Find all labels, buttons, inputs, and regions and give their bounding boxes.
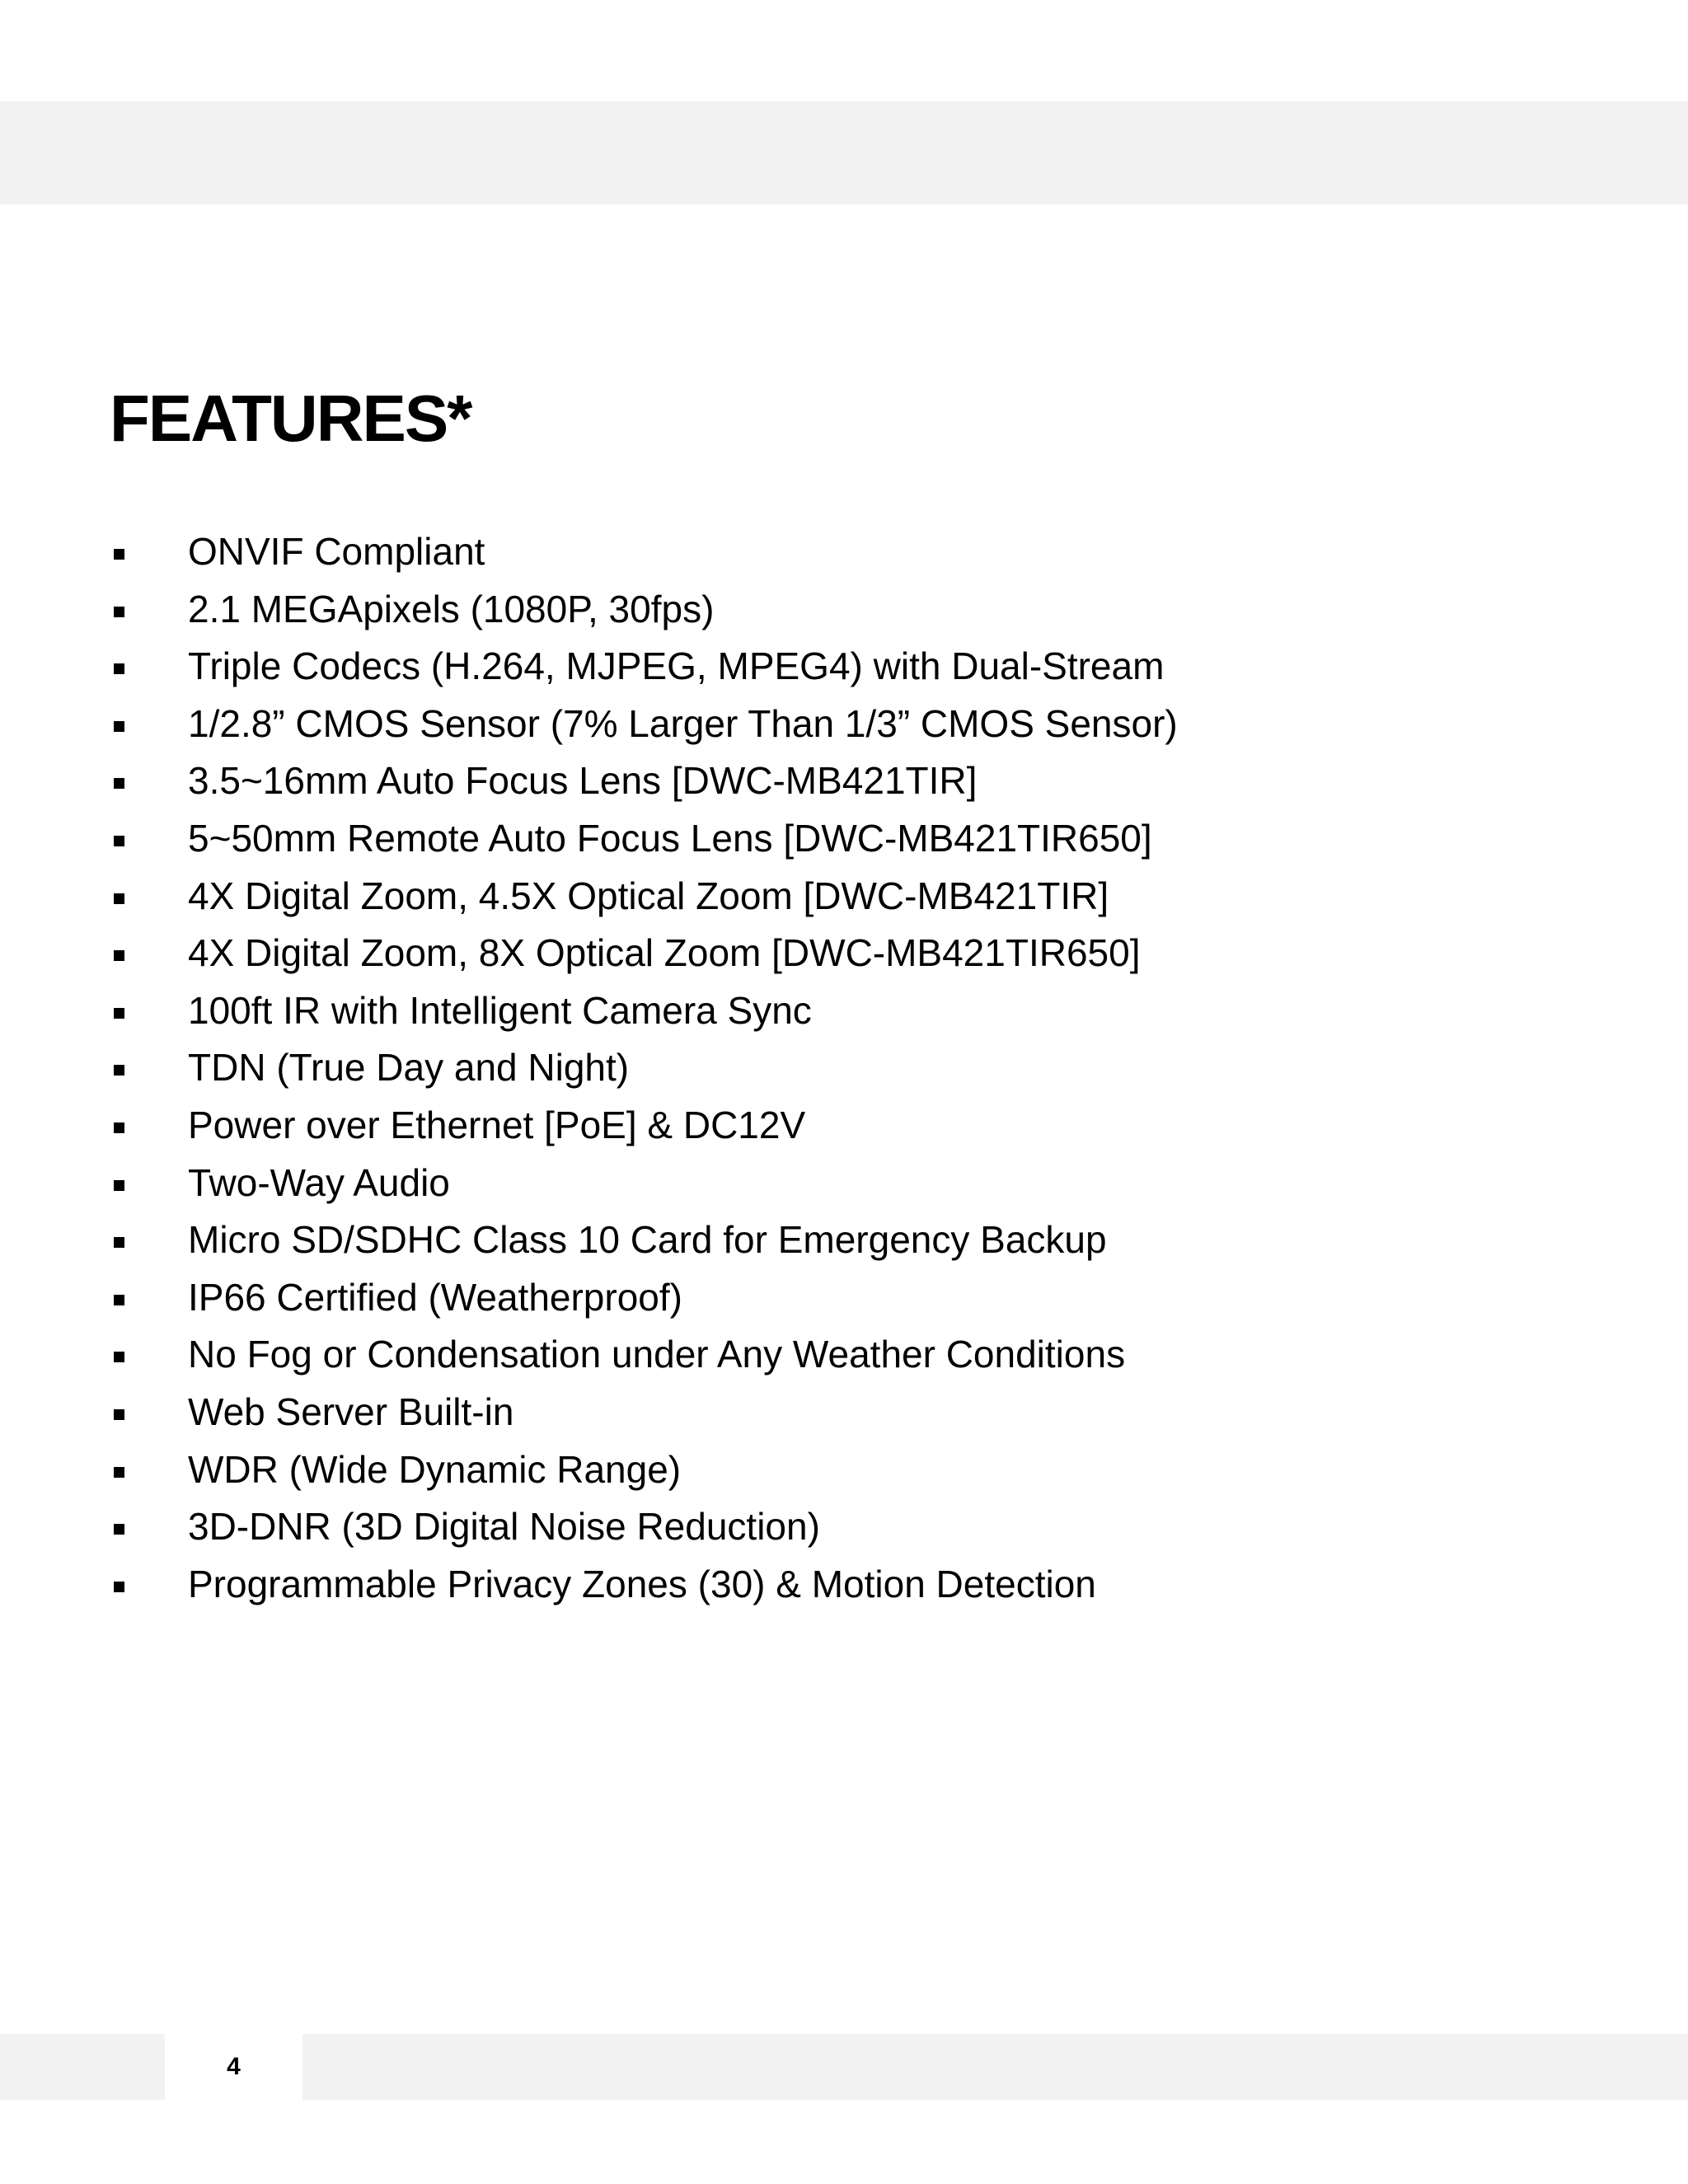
- footer-band-left: [0, 2034, 165, 2100]
- feature-text: 5~50mm Remote Auto Focus Lens [DWC-MB421TIR650]: [188, 816, 1152, 860]
- square-bullet-icon: [114, 1352, 124, 1362]
- feature-text: Micro SD/SDHC Class 10 Card for Emergency Backup: [188, 1218, 1107, 1262]
- feature-text: 2.1 MEGApixels (1080P, 30fps): [188, 587, 715, 630]
- square-bullet-icon: [114, 549, 124, 560]
- square-bullet-icon: [114, 607, 124, 617]
- square-bullet-icon: [114, 950, 124, 961]
- square-bullet-icon: [114, 1065, 124, 1076]
- feature-text: Triple Codecs (H.264, MJPEG, MPEG4) with Dual-Stream: [188, 644, 1165, 688]
- square-bullet-icon: [114, 893, 124, 904]
- feature-text: Programmable Privacy Zones (30) & Motion Detection: [188, 1562, 1096, 1605]
- feature-text: 3D-DNR (3D Digital Noise Reduction): [188, 1505, 820, 1549]
- page-title: FEATURES*: [110, 382, 471, 455]
- square-bullet-icon: [114, 1180, 124, 1191]
- feature-text: ONVIF Compliant: [188, 530, 485, 573]
- square-bullet-icon: [114, 663, 124, 674]
- page-number: 4: [227, 2053, 241, 2080]
- feature-text: 4X Digital Zoom, 8X Optical Zoom [DWC-MB421TIR650]: [188, 931, 1141, 975]
- square-bullet-icon: [114, 836, 124, 846]
- footer-band-right: [302, 2034, 1688, 2100]
- square-bullet-icon: [114, 778, 124, 789]
- square-bullet-icon: [114, 1524, 124, 1535]
- square-bullet-icon: [114, 1237, 124, 1248]
- square-bullet-icon: [114, 1582, 124, 1592]
- feature-text: No Fog or Condensation under Any Weather Conditions: [188, 1333, 1126, 1376]
- square-bullet-icon: [114, 1409, 124, 1420]
- square-bullet-icon: [114, 721, 124, 732]
- feature-text: TDN (True Day and Night): [188, 1046, 630, 1090]
- feature-text: WDR (Wide Dynamic Range): [188, 1447, 682, 1491]
- feature-text: Power over Ethernet [PoE] & DC12V: [188, 1103, 806, 1146]
- feature-text: 4X Digital Zoom, 4.5X Optical Zoom [DWC-MB421TIR]: [188, 874, 1109, 917]
- square-bullet-icon: [114, 1008, 124, 1019]
- feature-text: Web Server Built-in: [188, 1390, 514, 1433]
- square-bullet-icon: [114, 1295, 124, 1305]
- feature-text: 1/2.8” CMOS Sensor (7% Larger Than 1/3” CMOS Sensor): [188, 701, 1178, 745]
- square-bullet-icon: [114, 1467, 124, 1478]
- square-bullet-icon: [114, 1122, 124, 1133]
- feature-text: Two-Way Audio: [188, 1160, 450, 1204]
- header-band: [0, 101, 1688, 204]
- feature-text: IP66 Certified (Weatherproof): [188, 1275, 682, 1319]
- feature-text: 100ft IR with Intelligent Camera Sync: [188, 988, 812, 1032]
- feature-text: 3.5~16mm Auto Focus Lens [DWC-MB421TIR]: [188, 759, 978, 803]
